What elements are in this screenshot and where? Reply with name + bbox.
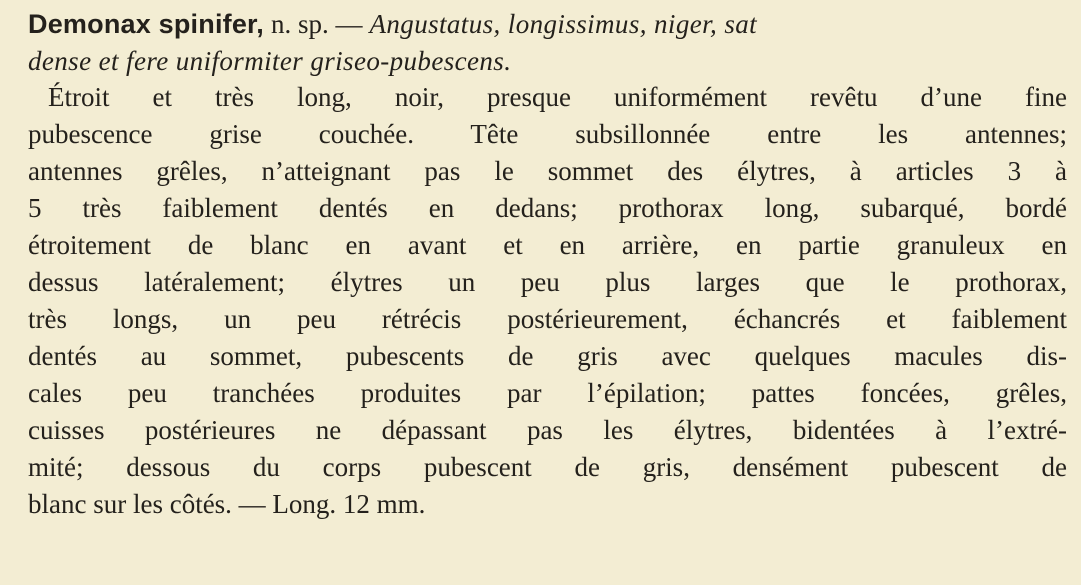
- description-line: 5 très faiblement dentés en dedans; prothorax long, subarqué, bordé: [28, 193, 1067, 223]
- latin-diagnosis: [28, 43, 1067, 79]
- description-line: cales peu tranchées produites par l’épilation; pattes foncées, grêles,: [28, 378, 1067, 408]
- species-heading: [28, 6, 1067, 43]
- species-name: Demonax spinifer,: [28, 9, 264, 39]
- description-line: antennes grêles, n’atteignant pas le sommet des élytres, à articles 3 à: [28, 156, 1067, 186]
- latin-diagnosis-line-2: dense et fere uniformiter griseo-pubescens.: [28, 46, 512, 76]
- french-description: [28, 79, 1067, 523]
- species-note: n. sp. —: [270, 9, 363, 39]
- description-line: dentés au sommet, pubescents de gris avec quelques macules dis-: [28, 341, 1067, 371]
- description-line: dessus latéralement; élytres un peu plus larges que le prothorax,: [28, 267, 1067, 297]
- description-line: très longs, un peu rétrécis postérieurement, échancrés et faiblement: [28, 304, 1067, 334]
- description-line: étroitement de blanc en avant et en arrière, en partie granuleux en: [28, 230, 1067, 260]
- description-line: blanc sur les côtés. — Long. 12 mm.: [28, 489, 426, 519]
- description-line: cuisses postérieures ne dépassant pas les élytres, bidentées à l’extré-: [28, 415, 1067, 445]
- description-line: pubescence grise couchée. Tête subsillonnée entre les antennes;: [28, 119, 1067, 149]
- description-line: Étroit et très long, noir, presque uniformément revêtu d’une fine: [48, 82, 1067, 112]
- latin-diagnosis-line-1: Angustatus, longissimus, niger, sat: [369, 9, 758, 39]
- description-line: mité; dessous du corps pubescent de gris, densément pubescent de: [28, 452, 1067, 482]
